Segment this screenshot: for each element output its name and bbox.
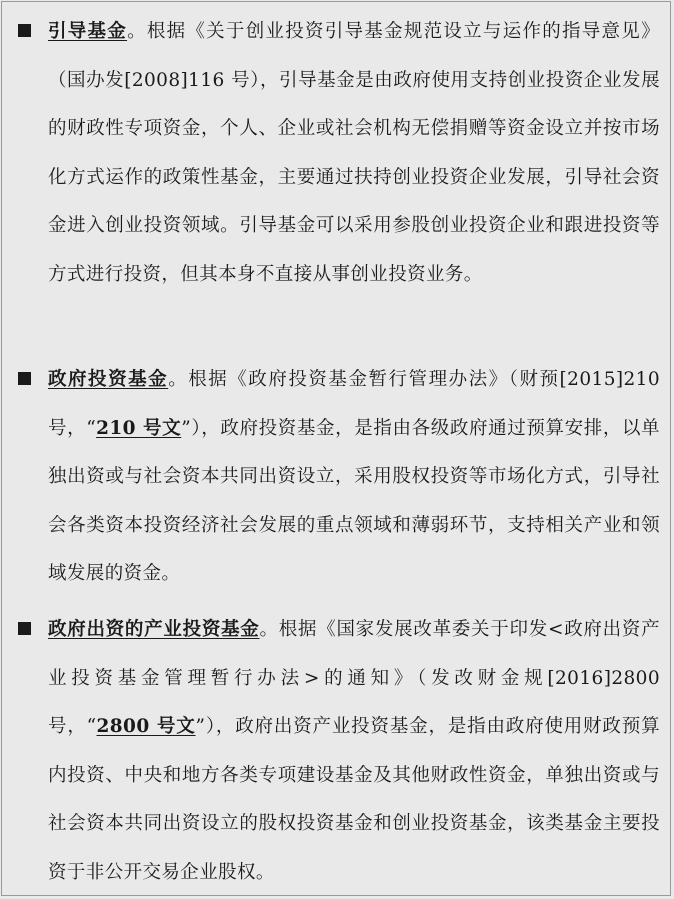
ref-2800-document: 2800 号文 xyxy=(96,716,196,738)
definition-government-investment-fund xyxy=(48,356,660,599)
term-government-investment-fund: 政府投资基金 xyxy=(48,369,169,390)
paragraph-1-text: 。根据《关于创业投资引导基金规范设立与运作的指导意见》（国办发[2008]116 号），引导基金是由政府使用支持创业投资企业发展的财政性专项资金，个人、企业或社会机构无偿捐赠等资金设立并按市场化方式运作的政策性基金，主要通过扶持创业投资企业发展，引导社会资金进入创业投资领域。引导基金可以采用参股创业投资企业和跟进投资等方式进行投资，但其本身不直接从事创业投资业务。 xyxy=(48,21,660,285)
bullet-1-icon xyxy=(18,24,31,37)
bullet-3-icon xyxy=(18,622,31,635)
paragraph-1 xyxy=(48,8,660,300)
paragraph-3-text-after: ”），政府出资产业投资基金，是指由政府使用财政预算内投资、中央和地方各类专项建设基金及其他财政性资金，单独出资或与社会资本共同出资设立的股权投资基金和创业投资基金，该类基金主要投资于非公开交易企业股权。 xyxy=(48,716,660,883)
definition-industry-investment-fund xyxy=(48,606,660,898)
term-guide-fund: 引导基金 xyxy=(48,21,128,42)
paragraph-3-text-before: 。根据《国家发展改革委关于印发<政府出资产业投资基金管理暂行办法>的通知》（发改财金规[2016]2800 号，“ xyxy=(48,619,661,738)
paragraph-2-text-before: 。根据《政府投资基金暂行管理办法》（财预[2015]210 号，“ xyxy=(48,369,660,439)
paragraph-2 xyxy=(48,356,660,599)
term-industry-investment-fund: 政府出资的产业投资基金 xyxy=(48,619,260,640)
document-frame xyxy=(1,1,671,896)
paragraph-2-text-after: ”），政府投资基金，是指由各级政府通过预算安排，以单独出资或与社会资本共同出资设立，采用股权投资等市场化方式，引导社会各类资本投资经济社会发展的重点领域和薄弱环节，支持相关产业和领域发展的资金。 xyxy=(48,417,660,585)
bullet-2-icon xyxy=(18,372,31,385)
definition-guide-fund xyxy=(48,8,660,300)
paragraph-3 xyxy=(48,606,660,898)
ref-210-document: 210 号文 xyxy=(96,417,182,439)
